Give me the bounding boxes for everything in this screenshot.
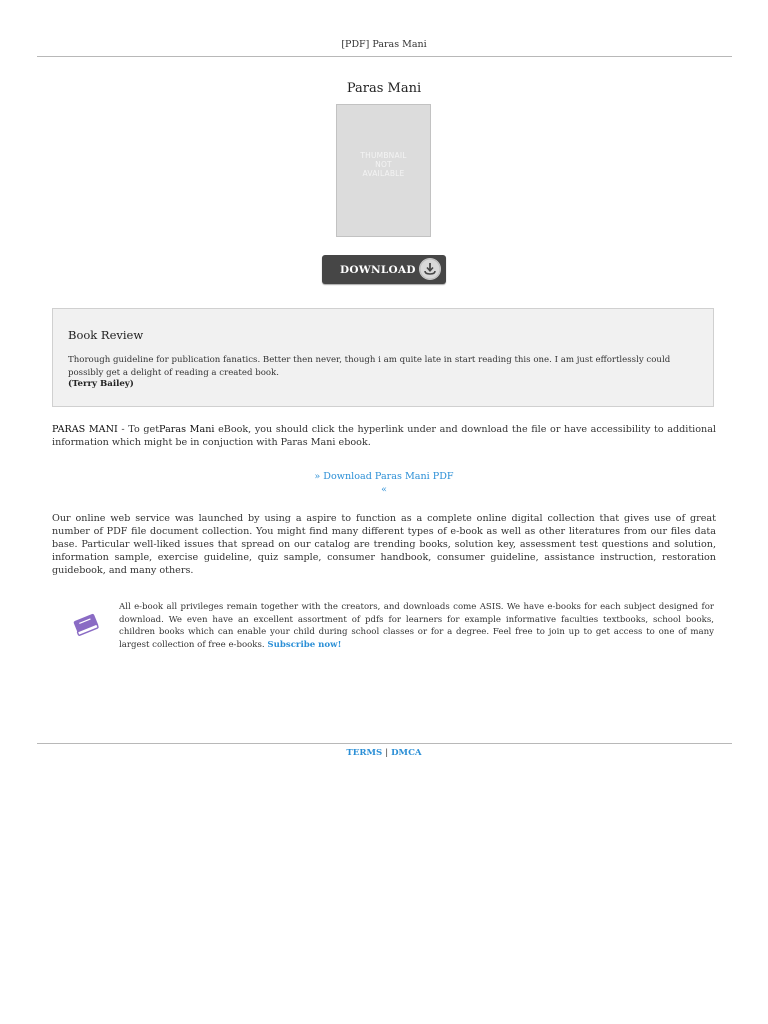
intro-title-caps: PARAS MANI — [52, 424, 118, 435]
intro-book-name: Paras Mani — [159, 424, 215, 435]
page-title: Paras Mani — [346, 81, 422, 96]
download-pdf-link-label: » Download Paras Mani PDF — [314, 471, 454, 482]
description-paragraph: Our online web service was launched by using a aspire to function as a complete online digital collection that gives use of great number of PDF file document collection. You might find many different types of e-book as well as other literatures from our files data base. Particular well-liked issues that spread on our catalog are trending books, solution key, assessment test questions and solution, information sample, exercise guideline, quiz sample, consumer handbook, consumer guideline, assistance instruction, restoration guidebook, and many others. — [52, 513, 716, 576]
intro-paragraph — [52, 423, 716, 449]
download-button[interactable] — [322, 255, 446, 284]
copyright-text: All e-book all privileges remain together with the creators, and downloads come ASIS. We have e-books for each subject designed for download. We even have an excellent assortment of pdfs for learners for example informative faculties textbooks, school books, children books which can enable your child during school classes or for a degree. Feel free to join up to get access to one of many largest collection of free e-books. — [119, 602, 714, 650]
terms-link[interactable]: TERMS — [346, 748, 383, 758]
review-author: (Terry Bailey) — [68, 379, 134, 389]
book-icon — [71, 610, 101, 638]
download-pdf-link-close: « — [381, 484, 387, 495]
footer-divider — [37, 743, 732, 744]
download-pdf-link[interactable] — [0, 470, 768, 496]
download-icon — [419, 258, 441, 280]
header-divider — [37, 56, 732, 57]
intro-prefix: - To get — [117, 424, 160, 435]
book-review-panel — [52, 308, 714, 407]
header-title: [PDF] Paras Mani — [341, 39, 427, 50]
download-button-label: DOWNLOAD — [340, 263, 416, 276]
footer — [0, 748, 768, 758]
thumbnail-placeholder-text: THUMBNAIL NOT AVAILABLE — [360, 151, 407, 178]
intro-suffix: eBook, you should click the hyperlink under and download the file or have accessibility to additional information which might be in conjuction with Paras Mani ebook. — [52, 424, 716, 448]
book-thumbnail — [336, 104, 431, 237]
footer-separator: | — [385, 748, 389, 758]
subscribe-link[interactable]: Subscribe now! — [267, 639, 342, 650]
review-heading: Book Review — [68, 328, 144, 342]
review-text: Thorough guideline for publication fanatics. Better then never, though i am quite late in start reading this one. I am just effortlessly could possibly get a delight of reading a created book. — [68, 355, 671, 378]
copyright-paragraph — [119, 601, 714, 651]
dmca-link[interactable]: DMCA — [391, 748, 422, 758]
